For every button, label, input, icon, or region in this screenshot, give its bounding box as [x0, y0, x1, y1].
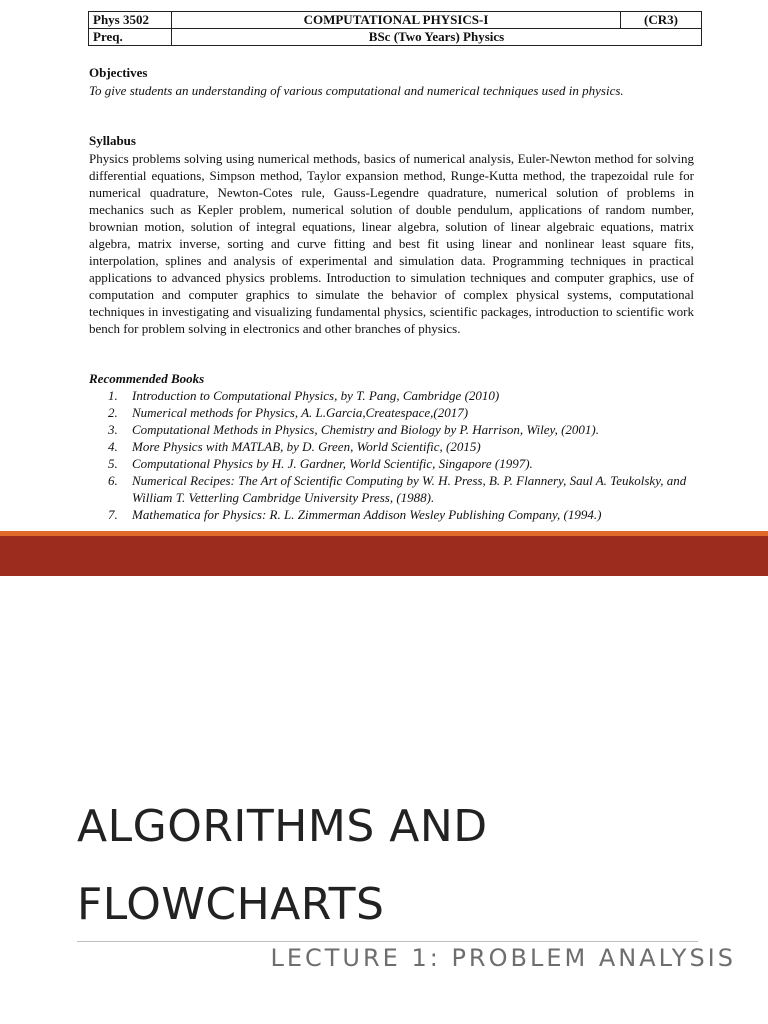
- book-number: 1.: [108, 388, 118, 403]
- prereq-label: Preq.: [89, 29, 172, 46]
- book-title: More Physics with MATLAB, by D. Green, World Scientific, (2015): [132, 439, 481, 454]
- syllabus-text: Physics problems solving using numerical methods, basics of numerical analysis, Euler-Newton method for solving differential equations, Simpson method, Taylor expansion method, Runge-Kutta method, the trapezoidal rule for numerical quadrature, Newton-Cotes rule, Gauss-Legendre quadrature, numerical solution of problems in mechanics such as Kepler problem, numerical solution of double pendulum, applications of random number, brownian motion, solution of integral equations, linear algebra, solution of linear algebraic equations, matrix algebra, matrix inverse, sorting and curve fitting and best fit using linear and nonlinear least square fits, interpolation, splines and analysis of experimental and simulation data. Programming techniques in practical applications to advanced physics problems. Introduction to simulation techniques and computer graphics, use of computation and computer graphics to simulate the behavior of complex physical systems, computational techniques in investigating and visualizing fundamental physics, scientific packages, introduction to scientific work bench for problem solving in electronics and other branches of physics.: [89, 151, 694, 336]
- course-row: [89, 12, 702, 29]
- objectives-text: To give students an understanding of various computational and numerical techniques used in physics.: [89, 83, 624, 98]
- book-title: Introduction to Computational Physics, by T. Pang, Cambridge (2010): [132, 388, 500, 403]
- book-number: 5.: [108, 456, 118, 471]
- book-number: 6.: [108, 473, 118, 488]
- book-item: [108, 472, 698, 506]
- book-item: [108, 506, 698, 523]
- book-item: [108, 404, 698, 421]
- book-number: 4.: [108, 439, 118, 454]
- book-title: Mathematica for Physics: R. L. Zimmerman Addison Wesley Publishing Company, (1994.): [132, 507, 602, 522]
- book-item: [108, 438, 698, 455]
- book-item: [108, 455, 698, 472]
- syllabus-heading: Syllabus: [89, 133, 136, 148]
- title-divider: [77, 941, 698, 942]
- book-number: 2.: [108, 405, 118, 420]
- book-number: 3.: [108, 422, 118, 437]
- book-title: Numerical Recipes: The Art of Scientific Computing by W. H. Press, B. P. Flannery, Saul A. Teukolsky, and William T. Vetterling Cambridge University Press, (1988).: [132, 473, 687, 505]
- objectives-heading: Objectives: [89, 65, 148, 80]
- slide-subtitle: LECTURE 1: PROBLEM ANALYSIS: [270, 944, 736, 972]
- book-item: [108, 421, 698, 438]
- book-number: 7.: [108, 507, 118, 522]
- title-line-1: ALGORITHMS AND: [77, 801, 488, 852]
- course-header-table: [88, 11, 702, 46]
- course-code: Phys 3502: [89, 12, 172, 29]
- book-title: Computational Physics by H. J. Gardner, World Scientific, Singapore (1997).: [132, 456, 533, 471]
- prereq-value: BSc (Two Years) Physics: [172, 29, 702, 46]
- book-title: Computational Methods in Physics, Chemistry and Biology by P. Harrison, Wiley, (2001).: [132, 422, 600, 437]
- book-list: [108, 387, 698, 523]
- title-line-2: FLOWCHARTS: [77, 879, 385, 930]
- books-heading: Recommended Books: [89, 371, 205, 386]
- course-credits: (CR3): [621, 12, 702, 29]
- slide-title: [77, 788, 717, 944]
- book-title: Numerical methods for Physics, A. L.Garcia,Createspace,(2017): [132, 405, 469, 420]
- title-band: [0, 536, 768, 576]
- book-item: [108, 387, 698, 404]
- prereq-row: [89, 29, 702, 46]
- course-name: COMPUTATIONAL PHYSICS-I: [172, 12, 621, 29]
